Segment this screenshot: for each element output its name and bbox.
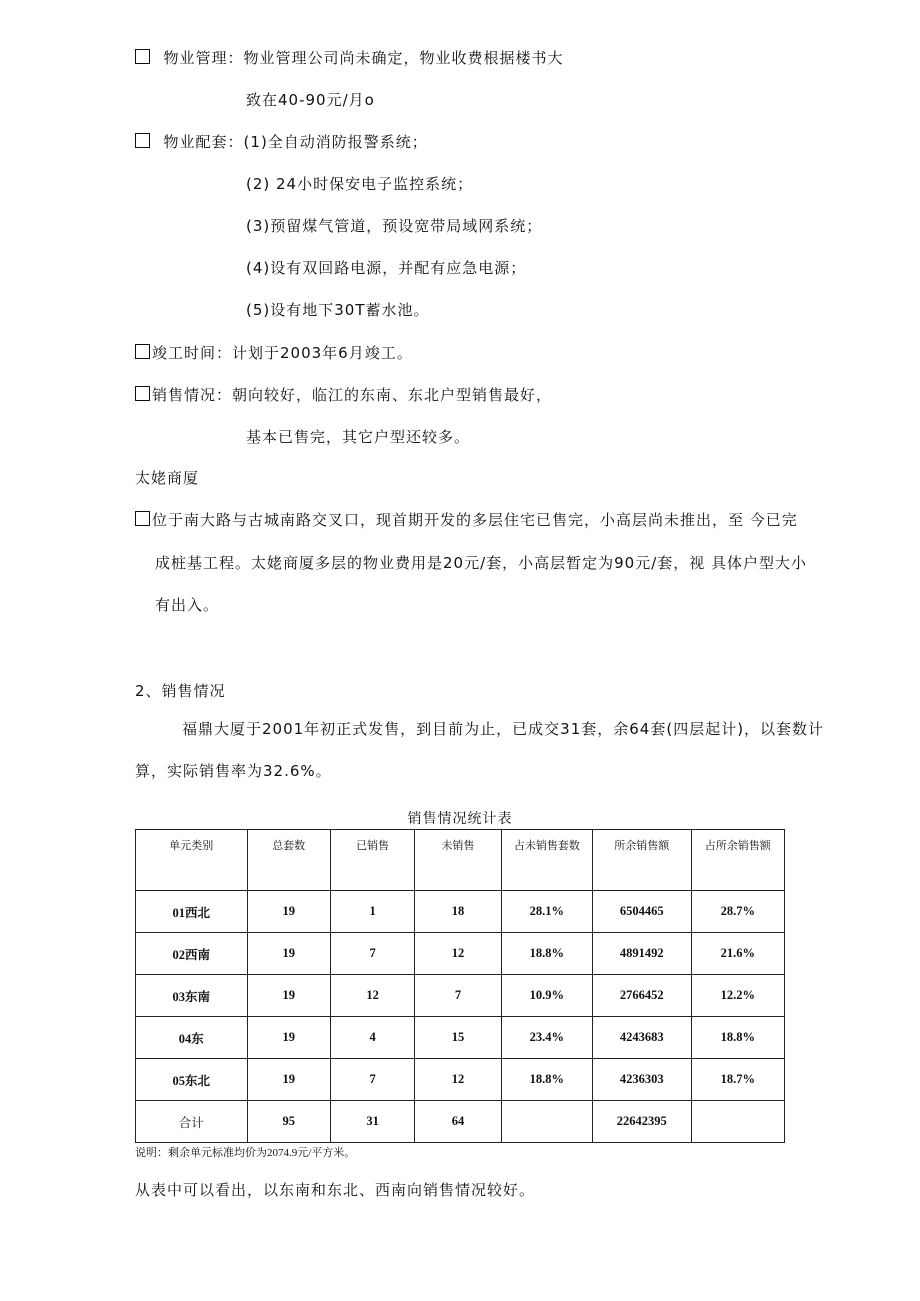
table-cell: 01西北: [136, 891, 248, 933]
table-cell: 18.7%: [691, 1059, 784, 1101]
completion-line: 竣工时间：计划于2003年6月竣工。: [135, 343, 413, 363]
table-cell: 23.4%: [501, 1017, 592, 1059]
table-cell: 19: [247, 891, 330, 933]
header-cell: 占所余销售额: [691, 830, 784, 891]
checkbox-icon: [135, 49, 150, 64]
table-cell: 03东南: [136, 975, 248, 1017]
facilities-line: 物业配套：(1)全自动消防报警系统；: [135, 132, 428, 152]
table-cell: 2766452: [593, 975, 691, 1017]
header-cell: 单元类别: [136, 830, 248, 891]
table-cell: 18: [415, 891, 501, 933]
table-cell: 1: [330, 891, 414, 933]
table-cell: 22642395: [593, 1101, 691, 1143]
table-cell: 4243683: [593, 1017, 691, 1059]
table-cell: 21.6%: [691, 933, 784, 975]
table-cell: 31: [330, 1101, 414, 1143]
table-row: [136, 975, 785, 1017]
table-cell: 28.7%: [691, 891, 784, 933]
table-cell: 12: [330, 975, 414, 1017]
checkbox-icon: [135, 386, 150, 401]
table-cell: 04东: [136, 1017, 248, 1059]
table-cell: 02西南: [136, 933, 248, 975]
checkbox-icon: [135, 511, 150, 526]
table-row: [136, 1059, 785, 1101]
table-cell: [501, 1101, 592, 1143]
table-cell: 4891492: [593, 933, 691, 975]
table-cell: 10.9%: [501, 975, 592, 1017]
table-title: 销售情况统计表: [407, 811, 513, 827]
facility-item-4: (4)设有双回路电源，并配有应急电源；: [246, 259, 527, 277]
table-cell: 19: [247, 975, 330, 1017]
table-cell: 12: [415, 933, 501, 975]
table-row: [136, 933, 785, 975]
header-cell: 未销售: [415, 830, 501, 891]
table-row: [136, 891, 785, 933]
table-total-row: [136, 1101, 785, 1143]
fuding-paragraph-line-1: 福鼎大厦于2001年初正式发售，到目前为止，已成交31套，余64套(四层起计)，以套数计: [182, 720, 825, 738]
conclusion-line: 从表中可以看出，以东南和东北、西南向销售情况较好。: [135, 1181, 536, 1199]
table-cell: 19: [247, 1017, 330, 1059]
taimu-paragraph-line-1: 位于南大路与古城南路交叉口，现首期开发的多层住宅已售完，小高层尚未推出，至 今已完: [135, 510, 798, 530]
table-note: 说明：剩余单元标准均价为2074.9元/平方米。: [135, 1147, 356, 1159]
sales-table: [135, 829, 785, 1143]
table-cell: 4: [330, 1017, 414, 1059]
table-cell: 05东北: [136, 1059, 248, 1101]
table-cell: 7: [330, 933, 414, 975]
checkbox-icon: [135, 344, 150, 359]
table-cell: 4236303: [593, 1059, 691, 1101]
sales-status-line: 销售情况：朝向较好，临江的东南、东北户型销售最好，: [135, 385, 552, 405]
header-cell: 占未销售套数: [501, 830, 592, 891]
table-cell: 12.2%: [691, 975, 784, 1017]
table-cell: 7: [415, 975, 501, 1017]
taimu-paragraph-line-3: 有出入。: [155, 596, 220, 614]
table-cell: 15: [415, 1017, 501, 1059]
table-cell: 合计: [136, 1101, 248, 1143]
table-cell: 18.8%: [501, 1059, 592, 1101]
sales-status-cont: 基本已售完，其它户型还较多。: [246, 428, 471, 446]
table-cell: 18.8%: [691, 1017, 784, 1059]
property-fee-line: 致在40-90元/月o: [246, 91, 375, 109]
taimu-paragraph-line-2: 成桩基工程。太姥商厦多层的物业费用是20元/套，小高层暂定为90元/套，视 具体户型大小: [155, 554, 808, 572]
sales-section-heading: 2、销售情况: [135, 682, 226, 700]
header-cell: 总套数: [247, 830, 330, 891]
header-cell: 已销售: [330, 830, 414, 891]
table-row: [136, 1017, 785, 1059]
table-cell: 28.1%: [501, 891, 592, 933]
table-cell: 12: [415, 1059, 501, 1101]
table-cell: 19: [247, 1059, 330, 1101]
table-cell: 18.8%: [501, 933, 592, 975]
table-header-row: [136, 830, 785, 891]
section-taimu-heading: 太姥商厦: [135, 469, 200, 487]
table-cell: 19: [247, 933, 330, 975]
table-cell: 7: [330, 1059, 414, 1101]
table-cell: [691, 1101, 784, 1143]
header-cell: 所余销售额: [593, 830, 691, 891]
table-cell: 95: [247, 1101, 330, 1143]
checkbox-icon: [135, 133, 150, 148]
facility-item-2: (2) 24小时保安电子监控系统；: [246, 175, 474, 193]
facility-item-5: (5)设有地下30T蓄水池。: [246, 301, 430, 319]
table-cell: 64: [415, 1101, 501, 1143]
fuding-paragraph-line-2: 算，实际销售率为32.6%。: [135, 762, 332, 780]
property-management-line: 物业管理：物业管理公司尚未确定，物业收费根据楼书大: [135, 48, 564, 68]
facility-item-3: (3)预留煤气管道，预设宽带局域网系统；: [246, 217, 543, 235]
table-cell: 6504465: [593, 891, 691, 933]
